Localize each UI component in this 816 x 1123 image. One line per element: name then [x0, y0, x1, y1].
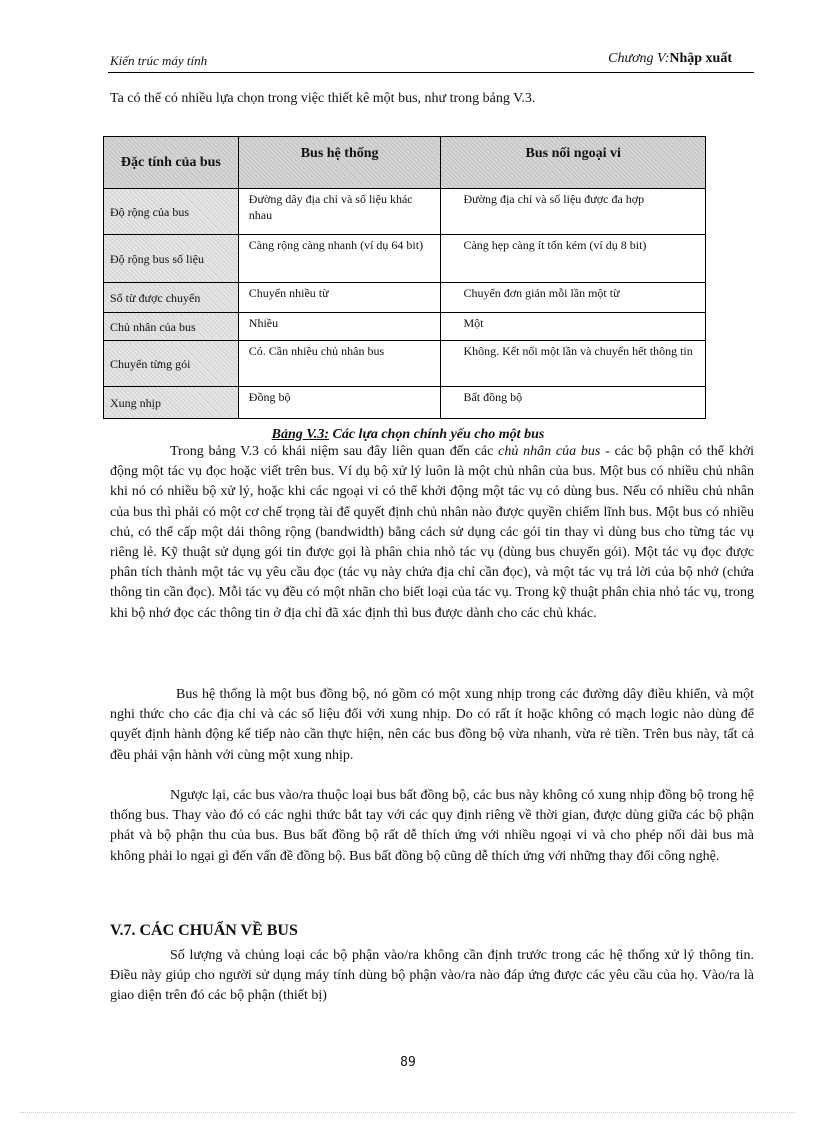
paragraph-text: Trong bảng V.3 có khái niệm sau đây liên quan đến các	[170, 444, 499, 459]
table-cell-system-bus: Đường dây địa chỉ và số liệu khác nhau	[238, 189, 441, 235]
table-cell-system-bus: Càng rộng càng nhanh (ví dụ 64 bit)	[238, 235, 441, 283]
table-cell-peripheral-bus: Đường địa chỉ và số liệu được đa hợp	[441, 189, 706, 235]
table-cell-system-bus: Có. Cần nhiều chủ nhân bus	[238, 341, 441, 387]
paragraph-text: - các bộ phận có thể khởi động một tác vụ đọc hoặc viết trên bus. Ví dụ bộ xử lý luôn là một chủ nhân của bus. Một bus có nhiều chủ nhân khi nó có nhiều bộ xử lý, hoặc khi các ngoại vi có thể khởi động một tác vụ có dùng bus. Nếu có nhiều chủ nhân của bus thì phải có một cơ chế trọng tài để quyết định chủ nhân nào được quyền chiếm lĩnh bus. Một bus có nhiều chủ, có thể cấp một dải thông rộng (bandwidth) bằng cách sử dụng các gói tin thay vì dùng bus cho từng tác vụ riêng lẻ. Kỹ thuật sử dụng gói tin được gọi là phân chia nhỏ tác vụ (dùng bus chuyển gói). Một tác vụ đọc được phân tích thành một tác vụ yêu cầu đọc (tác vụ này chứa địa chỉ cần đọc), và một tác vụ trả lời của bộ nhớ (chứa thông tin cần đọc). Mỗi tác vụ đều có một nhãn cho biết loại của tác vụ. Trong kỹ thuật phân chia nhỏ tác vụ, trong khi bộ nhớ đọc các thông tin ở địa chỉ đã xác định thì bus được dành cho các chủ khác.	[110, 444, 754, 621]
table-cell-peripheral-bus: Một	[441, 313, 706, 341]
table-header-cell: Bus nối ngoại vi	[441, 137, 706, 189]
header-rule	[108, 72, 754, 73]
table-cell-feature: Xung nhịp	[104, 387, 239, 419]
caption-text: Các lựa chọn chính yếu cho một bus	[329, 427, 545, 442]
chapter-label: Chương V:	[608, 51, 670, 66]
caption-label: Bảng V.3:	[271, 427, 329, 442]
table-cell-system-bus: Chuyển nhiều từ	[238, 283, 441, 313]
table-header-row	[104, 137, 706, 189]
table-row	[104, 387, 706, 419]
table-row	[104, 189, 706, 235]
table-header-cell: Đặc tính của bus	[104, 137, 239, 189]
table-row	[104, 341, 706, 387]
paragraph-io-bus: Ngược lại, các bus vào/ra thuộc loại bus bất đồng bộ, các bus này không có xung nhịp đồng bộ trong hệ thống bus. Thay vào đó có các nghi thức bắt tay với các quy định riêng về thời gian, được dùng giữa các bộ phận phát và bộ phận thu của bus. Bus bất đồng bộ rất dễ thích ứng với nhiều ngoại vi và cho phép nối dài bus mà không phải lo ngại gì đến vấn đề đồng bộ. Bus bất đồng bộ cũng dễ thích ứng với những thay đổi công nghệ.	[110, 788, 754, 864]
table-cell-feature: Độ rộng của bus	[104, 189, 239, 235]
intro-sentence: Ta có thể có nhiều lựa chọn trong việc thiết kê một bus, như trong bảng V.3.	[110, 91, 536, 106]
table-row	[104, 235, 706, 283]
page-number: 89	[400, 1055, 416, 1070]
paragraph-bus-masters	[110, 442, 754, 624]
emphasis-bus-master: chủ nhân của bus	[498, 444, 601, 459]
table-cell-feature: Độ rộng bus số liệu	[104, 235, 239, 283]
running-header-chapter	[608, 51, 732, 67]
table-cell-feature: Số từ được chuyển	[104, 283, 239, 313]
table-row	[104, 283, 706, 313]
page-bottom-border	[20, 1112, 796, 1113]
table-cell-system-bus: Đồng bộ	[238, 387, 441, 419]
bus-comparison-table	[103, 136, 706, 419]
table-row	[104, 313, 706, 341]
table-header-cell: Bus hệ thống	[238, 137, 441, 189]
table-cell-peripheral-bus: Càng hẹp càng ít tốn kém (ví dụ 8 bit)	[441, 235, 706, 283]
table-cell-feature: Chủ nhân của bus	[104, 313, 239, 341]
table-cell-peripheral-bus: Không. Kết nối một lần và chuyển hết thông tin	[441, 341, 706, 387]
running-header-book-title: Kiến trúc máy tính	[110, 53, 208, 68]
chapter-title: Nhập xuất	[669, 51, 732, 66]
section-heading: V.7. CÁC CHUẨN VỀ BUS	[110, 922, 298, 939]
paragraph-bus-standards: Số lượng và chủng loại các bộ phận vào/ra không cần định trước trong các hệ thống xử lý thông tin. Điều này giúp cho người sử dụng máy tính dùng bộ phận vào/ra nào đáp ứng được các yêu cầu của họ. Vào/ra là giao diện trên đó các bộ phận (thiết bị)	[110, 948, 754, 1004]
table-cell-peripheral-bus: Chuyển đơn giản mỗi lần một từ	[441, 283, 706, 313]
table-cell-peripheral-bus: Bất đồng bộ	[441, 387, 706, 419]
paragraph-system-bus: Bus hệ thống là một bus đồng bộ, nó gồm có một xung nhịp trong các đường dây điều khiển, và một nghi thức cho các địa chỉ và các số liệu đối với xung nhịp. Do có rất ít hoặc không có mạch logic nào dùng để quyết định hành động kế tiếp nào cần thực hiện, nên các bus đồng bộ vừa nhanh, vừa rẻ tiền. Trên bus này, tất cả đều phải vận hành với cùng một xung nhịp.	[110, 687, 754, 763]
table-cell-feature: Chuyển từng gói	[104, 341, 239, 387]
table-caption	[0, 427, 816, 443]
table-cell-system-bus: Nhiều	[238, 313, 441, 341]
